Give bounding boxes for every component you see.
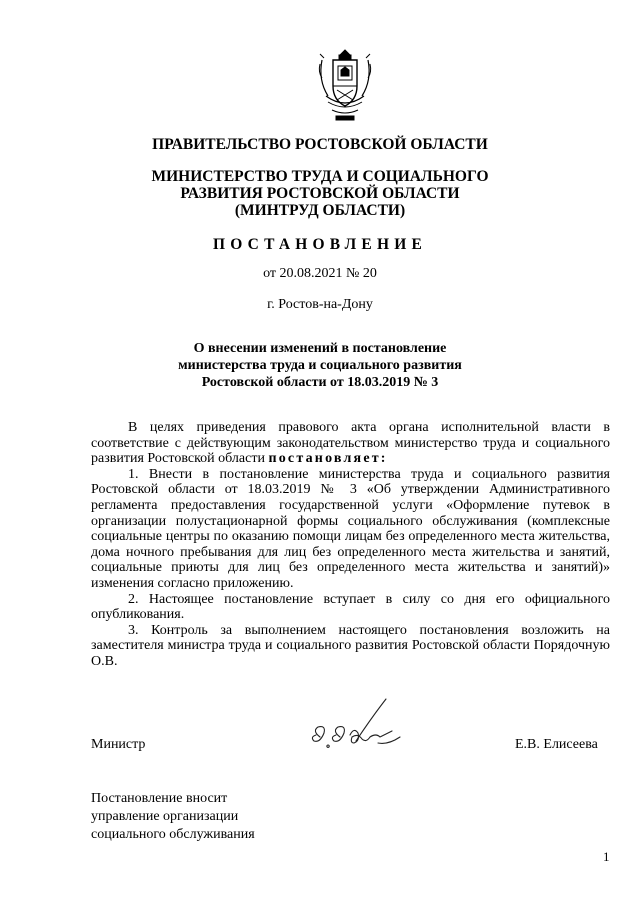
footer-line: управление организации	[91, 809, 239, 824]
ministry-line: МИНИСТЕРСТВО ТРУДА И СОЦИАЛЬНОГО	[151, 168, 489, 185]
item-3-paragraph: 3. Контроль за выполнением настоящего постановления возложить на заместителя министра труда и социального развития Ростовской области Порядочную О.В.	[91, 622, 610, 669]
intro-text: В целях приведения правового акта органа исполнительной власти в соответствие с действующим законодательством министерство труда и социального развития Ростовской области	[91, 420, 610, 467]
city: г. Ростов-на-Дону	[267, 297, 373, 312]
document-body	[91, 420, 610, 670]
signatory-name: Е.В. Елисеева	[515, 737, 598, 752]
page-number: 1	[603, 849, 610, 864]
subject-line: Ростовской области от 18.03.2019 № 3	[201, 375, 439, 390]
item-1-paragraph: 1. Внести в постановление министерства труда и социального развития Ростовской области от 18.03.2019 № 3 «Об утверждении Административного регламента предоставления государственной услуги «Оформление путевок в организации полустационарной формы социального обслуживания (комплексные социальные центры по оказанию помощи лицам без определенного места жительства, дома ночного пребывания для лиц без определенного места жительства и занятий, социальные приюты для лиц без определенного места жительства и занятий)» изменения согласно приложению.	[91, 466, 610, 591]
signatory-title: Министр	[91, 737, 146, 752]
document-subject	[140, 340, 500, 391]
date-and-number: от 20.08.2021 № 20	[263, 266, 377, 281]
footer-note	[91, 790, 255, 844]
item-2-paragraph: 2. Настоящее постановление вступает в силу со дня его официального опубликования.	[91, 591, 610, 623]
footer-line: социального обслуживания	[91, 827, 255, 842]
ministry-line: (МИНТРУД ОБЛАСТИ)	[234, 202, 406, 219]
intro-paragraph	[91, 420, 610, 467]
ministry-title	[60, 168, 580, 219]
government-title: ПРАВИТЕЛЬСТВО РОСТОВСКОЙ ОБЛАСТИ	[152, 136, 488, 153]
subject-line: О внесении изменений в постановление	[193, 341, 447, 356]
subject-line: министерства труда и социального развития	[178, 358, 462, 373]
handwritten-signature	[306, 695, 418, 761]
ministry-line: РАЗВИТИЯ РОСТОВСКОЙ ОБЛАСТИ	[180, 185, 460, 202]
resolves-word: постановляет:	[268, 451, 388, 467]
coat-of-arms-icon	[314, 46, 376, 124]
document-type: ПОСТАНОВЛЕНИЕ	[212, 236, 428, 253]
footer-line: Постановление вносит	[91, 791, 228, 806]
